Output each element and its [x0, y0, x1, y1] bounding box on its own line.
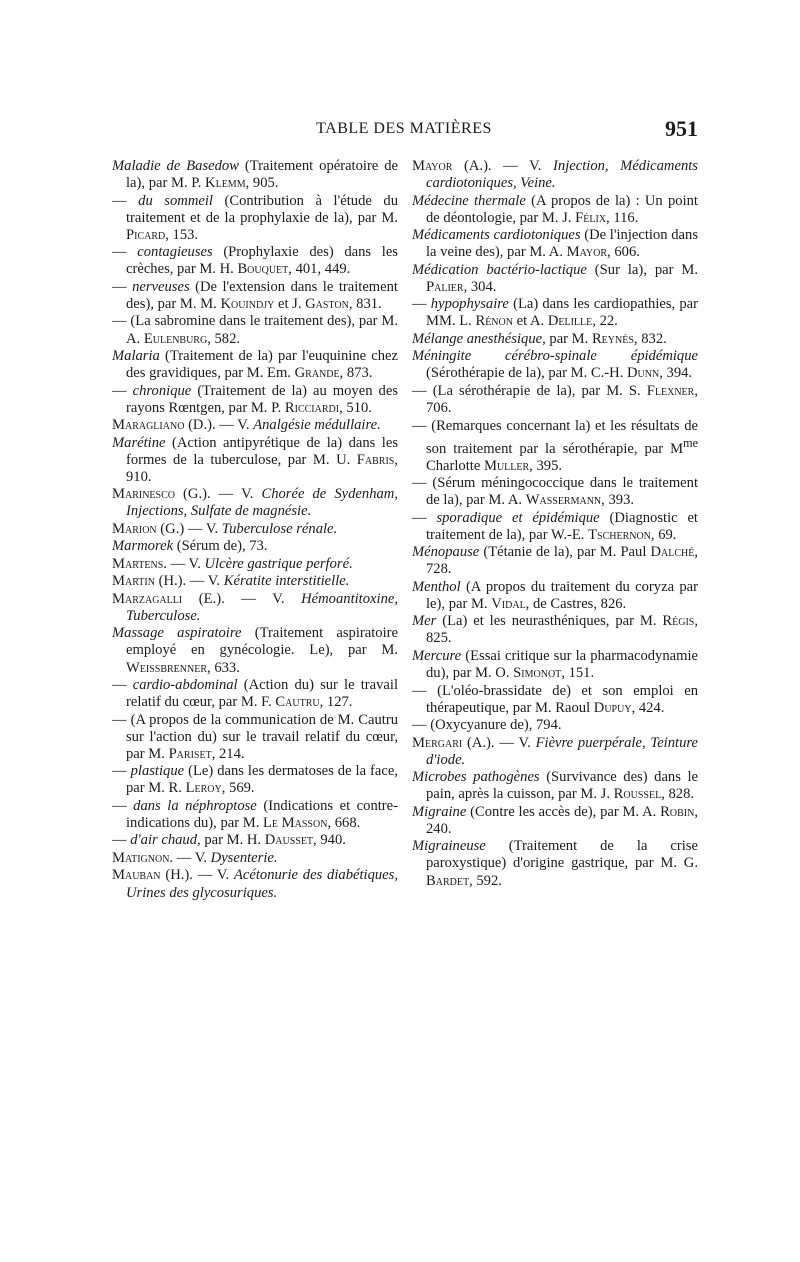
entry-text: (La) dans les cardiopathies, par MM. L. — [426, 296, 698, 330]
index-entry — [112, 591, 398, 625]
index-term: Marétine — [112, 434, 166, 451]
entry-text: — (Oxycyanure de), 794. — [412, 717, 562, 734]
index-term: d'air chaud — [130, 832, 198, 849]
entry-text: , 151. — [561, 665, 595, 682]
index-term: Ulcère gastrique perforé. — [204, 555, 353, 572]
author-name: Muller — [483, 457, 530, 474]
index-entry — [112, 279, 398, 313]
author-name: Klemm — [205, 175, 246, 192]
index-term: chronique — [132, 382, 192, 399]
index-entry — [112, 867, 398, 901]
entry-text: . — V. — [163, 555, 205, 572]
entry-text: , 910. — [126, 451, 398, 485]
entry-text: et A. — [512, 313, 548, 330]
entry-text: (Traitement de la crise paroxystique) d'origine gastrique, par M. G. — [426, 838, 698, 872]
author-name: Gaston — [305, 295, 349, 312]
entry-text: (Contre les accès de), par M. A. — [466, 803, 661, 820]
author-name: Leroy — [185, 780, 222, 797]
entry-text: et J. — [274, 295, 306, 312]
index-entry — [412, 804, 698, 838]
entry-text: (E.). — V. — [182, 590, 302, 607]
entry-text: , 668. — [327, 814, 361, 831]
entry-text: , 394. — [659, 365, 693, 382]
index-entry — [112, 712, 398, 763]
author-name: Wassermann — [525, 492, 602, 509]
entry-text: , 706. — [426, 382, 698, 417]
index-term: Mer — [412, 613, 437, 630]
author-name: Mauban — [112, 867, 161, 884]
author-name: Rénon — [475, 313, 513, 330]
entry-text: , par M. H. — [197, 832, 265, 849]
index-entry — [112, 677, 398, 711]
index-entry — [112, 625, 398, 676]
entry-text: , 905. — [245, 175, 279, 192]
entry-text: — (Sérum méningococcique dans le traitement de la), par M. A. — [412, 475, 698, 509]
author-name: Dunn — [627, 365, 660, 382]
entry-text: — — [112, 278, 133, 295]
index-entry — [412, 158, 698, 192]
index-entry — [112, 850, 398, 867]
author-name: Palier — [426, 278, 464, 295]
index-term: Chorée de Sydenham, Injections, Sulfate de magnésie. — [126, 486, 398, 520]
entry-text: , de Castres, 826. — [525, 595, 627, 612]
index-term: Migraine — [412, 803, 467, 820]
entry-text: , 424. — [631, 699, 665, 716]
entry-text: (A propos du traitement du coryza par le), par M. — [426, 578, 698, 612]
index-entry — [412, 717, 698, 734]
entry-text: , 393. — [601, 492, 635, 509]
entry-text: me — [683, 435, 698, 450]
author-name: Dalché — [650, 544, 695, 561]
index-entry — [412, 838, 698, 889]
author-name: Bardet — [426, 872, 470, 889]
index-entry — [112, 435, 398, 486]
author-name: Félix — [575, 209, 607, 226]
index-term: Acétonurie des diabétiques, Urines des glycosuriques. — [126, 867, 398, 901]
author-name: Martin — [112, 573, 155, 590]
entry-text: (Essai critique sur la pharmacodynamie du), par M. O. — [426, 647, 698, 682]
entry-text: , 825. — [426, 613, 698, 647]
index-entry — [412, 648, 698, 682]
index-entry — [412, 683, 698, 717]
entry-text: , 592. — [469, 872, 502, 889]
index-entry — [112, 538, 398, 555]
author-name: Delille — [547, 313, 593, 330]
entry-text: , par M. — [542, 330, 592, 347]
entry-text: (Tétanie de la), par M. Paul — [479, 544, 651, 561]
entry-text: (H.). — V. — [154, 573, 224, 590]
entry-text: (H.). — V. — [160, 867, 234, 884]
index-entry — [112, 193, 398, 244]
index-term: hypophysaire — [430, 296, 509, 313]
author-name: Bouquet — [237, 261, 289, 278]
entry-text: (A.). — V. — [462, 734, 536, 751]
index-term: Injection, Médicaments cardiotoniques, Veine. — [426, 158, 698, 192]
index-entry — [112, 556, 398, 573]
index-entry — [412, 510, 698, 544]
running-title: TABLE DES MATIÈRES — [316, 120, 492, 137]
entry-text: , 401, 449. — [288, 261, 351, 278]
author-name: Dausset — [264, 832, 314, 849]
index-term: Malaria — [112, 347, 160, 364]
entry-text: , 22. — [592, 313, 618, 330]
page-number: 951 — [665, 116, 698, 141]
entry-text: (Prophylaxie des) dans les crèches, par M. H. — [126, 244, 398, 278]
entry-text: (A propos de la) : Un point de déontologie, par M. J. — [426, 192, 698, 226]
entry-text: (Sur la), par M. — [586, 261, 698, 278]
index-term: sporadique et épidémique — [436, 509, 600, 526]
index-entry — [112, 521, 398, 538]
author-name: Le Masson — [263, 814, 328, 831]
index-entry — [112, 244, 398, 278]
index-term: Tuberculose rénale. — [221, 520, 338, 537]
index-entry — [412, 193, 698, 227]
author-name: Ricciardi — [284, 399, 340, 416]
index-entry — [112, 486, 398, 520]
index-term: Massage aspiratoire — [112, 625, 242, 642]
index-entry — [412, 475, 698, 509]
index-term: Marmorek — [112, 538, 174, 555]
author-name: Fabris — [356, 451, 395, 468]
entry-text: , 395. — [529, 457, 563, 474]
author-name: Maragliano — [112, 417, 185, 434]
author-name: Kouindjy — [220, 295, 275, 312]
author-name: Grande — [294, 365, 340, 382]
index-term: Migraineuse — [412, 838, 486, 855]
entry-text: (Indications et contre-indications du), par M. — [126, 797, 399, 831]
index-term: Médicaments cardiotoniques — [412, 227, 581, 244]
author-name: Tschernon — [588, 526, 651, 543]
index-entry — [412, 769, 698, 803]
author-name: Mergari — [412, 734, 463, 751]
entry-text: , 873. — [339, 365, 373, 382]
index-entry — [412, 262, 698, 296]
running-header — [110, 116, 698, 142]
author-name: Weissbrenner — [126, 659, 208, 676]
index-entry — [112, 348, 398, 382]
entry-text: (D.). — V. — [184, 417, 254, 434]
entry-text: — — [412, 296, 431, 313]
entry-text: , 940. — [313, 832, 346, 849]
index-entry — [112, 313, 398, 347]
author-name: Roussel — [613, 786, 662, 803]
entry-text: Charlotte — [426, 457, 484, 474]
entry-text: , 831. — [348, 295, 382, 312]
index-entry — [412, 613, 698, 647]
index-term: Microbes pathogènes — [412, 769, 540, 786]
author-name: Régis — [662, 613, 695, 630]
entry-text: , 116. — [606, 209, 639, 226]
index-entry — [112, 573, 398, 590]
author-name: Cautru — [275, 694, 320, 711]
index-entry — [412, 544, 698, 578]
author-name: Pariset — [168, 745, 212, 762]
index-entry — [412, 331, 698, 348]
entry-text: — (A propos de la communication de M. Cautru sur l'action du) sur le travail relatif du cœur, par M. — [112, 711, 398, 762]
entry-text: (Traitement aspiratoire employé en gynécologie. Le), par M. — [126, 625, 398, 659]
index-entry — [412, 579, 698, 613]
index-term: dans la néphroptose — [133, 797, 257, 814]
index-entry — [112, 383, 398, 417]
entry-text: , 240. — [426, 803, 698, 837]
entry-text: , 728. — [426, 544, 698, 578]
entry-text: , 582. — [207, 330, 241, 347]
author-name: Robin — [660, 803, 695, 820]
index-term: plastique — [130, 763, 185, 780]
entry-text: — — [112, 832, 131, 849]
entry-text: (La) et les neurasthéniques, par M. — [436, 613, 663, 630]
author-name: Martens — [112, 555, 164, 572]
entry-text: (De l'injection dans la veine des), par M. A. — [426, 227, 698, 261]
entry-text: — — [112, 244, 138, 261]
index-term: Hémoantitoxine, Tuberculose. — [126, 590, 398, 624]
index-entry — [412, 227, 698, 261]
index-term: Médication bactério-lactique — [412, 261, 587, 278]
entry-text: — (L'oléo-brassidate de) et son emploi en thérapeutique, par M. Raoul — [412, 682, 698, 716]
author-name: Flexner — [646, 382, 695, 399]
index-term: Mercure — [412, 647, 462, 664]
entry-text: , 127. — [319, 694, 353, 711]
index-term: du sommeil — [138, 192, 213, 209]
author-name: Dupuy — [593, 699, 632, 716]
author-name: Marion — [112, 520, 157, 537]
entry-text: — — [412, 509, 437, 526]
index-entry — [112, 158, 398, 192]
author-name: Marzagalli — [112, 590, 183, 607]
author-name: Marinesco — [112, 486, 175, 503]
index-term: nerveuses — [132, 278, 190, 295]
index-entry — [412, 383, 698, 417]
index-entry — [412, 348, 698, 382]
entry-text: . — V. — [169, 849, 211, 866]
index-column-right — [412, 158, 698, 890]
entry-text: — — [112, 192, 139, 209]
index-entry — [112, 832, 398, 849]
entry-text: (Sérothérapie de la), par M. C.-H. — [426, 365, 627, 382]
entry-text: , 569. — [221, 780, 255, 797]
entry-text: (Le) dans les dermatoses de la face, par M. R. — [126, 763, 398, 797]
entry-text: — (La sabromine dans le traitement des), par M. A. — [112, 313, 398, 347]
entry-text: — — [112, 763, 131, 780]
entry-text: — (La sérothérapie de la), par M. S. — [412, 382, 647, 399]
entry-text: (Traitement opératoire de la), par M. P. — [126, 158, 398, 192]
entry-text: (Survivance des) dans le pain, après la cuisson, par M. J. — [426, 769, 698, 803]
entry-text: , 633. — [207, 659, 240, 676]
author-name: Vidal — [491, 595, 526, 612]
entry-text: (Action antipyrétique de la) dans les formes de la tuberculose, par M. U. — [126, 434, 398, 468]
entry-text: , 510. — [339, 399, 372, 416]
index-term: Analgésie médullaire. — [253, 417, 381, 434]
index-term: Médecine thermale — [412, 192, 526, 209]
author-name: Picard — [126, 226, 166, 243]
index-term: Maladie de Basedow — [112, 158, 239, 174]
index-term: Mélange anesthésique — [412, 330, 543, 347]
index-term: Menthol — [412, 578, 461, 595]
index-entry — [112, 417, 398, 434]
author-name: Reynès — [591, 330, 634, 347]
entry-text: (Action du) sur le travail relatif du cœur, par M. F. — [126, 677, 399, 711]
entry-text: , 153. — [165, 226, 199, 243]
entry-text: , 214. — [211, 745, 245, 762]
entry-text: (G.). — V. — [174, 486, 262, 503]
entry-text: (G.) — V. — [156, 520, 222, 537]
index-entry — [412, 735, 698, 769]
entry-text: (Sérum de), 73. — [173, 538, 268, 555]
index-term: Méningite cérébro-spinale épidémique — [412, 348, 698, 365]
entry-text: (Traitement de la) par l'euquinine chez des gravidiques, par M. Em. — [126, 347, 398, 382]
index-term: Fièvre puerpérale, Teinture d'iode. — [426, 734, 698, 768]
entry-text: , 828. — [661, 786, 695, 803]
author-name: Matignon — [112, 849, 170, 866]
entry-text: — — [112, 797, 134, 814]
entry-text: (Traitement de la) au moyen des rayons Rœntgen, par M. P. — [126, 382, 398, 416]
entry-text: (Diagnostic et traitement de la), par W.-E. — [426, 509, 698, 543]
index-term: cardio-abdominal — [132, 677, 238, 694]
index-entry — [412, 418, 698, 475]
entry-text: — — [112, 677, 133, 694]
author-name: Eulenburg — [143, 330, 208, 347]
index-entry — [112, 763, 398, 797]
entry-text: (A.). — V. — [452, 158, 554, 174]
entry-text: , 832. — [633, 330, 667, 347]
author-name: Mayor — [566, 244, 608, 261]
index-column-left — [112, 158, 398, 902]
entry-text: , 304. — [463, 278, 497, 295]
index-entry — [412, 296, 698, 330]
entry-text: — (Remarques concernant la) et les résultats de son traitement par la sérothérapie, par M — [412, 417, 698, 457]
index-term: contagieuses — [137, 244, 213, 261]
author-name: Simonot — [513, 665, 562, 682]
index-term: Ménopause — [412, 544, 480, 561]
entry-text: , 606. — [607, 244, 640, 261]
entry-text: (De l'extension dans le traitement des), par M. M. — [126, 278, 398, 312]
index-term: Dysenterie. — [210, 849, 278, 866]
index-term: Kératite interstitielle. — [223, 573, 350, 590]
entry-text: , 69. — [650, 526, 677, 543]
author-name: Mayor — [412, 158, 453, 174]
entry-text: — — [112, 382, 133, 399]
entry-text: (Contribution à l'étude du traitement et de la prophylaxie de la), par M. — [126, 192, 398, 226]
index-entry — [112, 798, 398, 832]
